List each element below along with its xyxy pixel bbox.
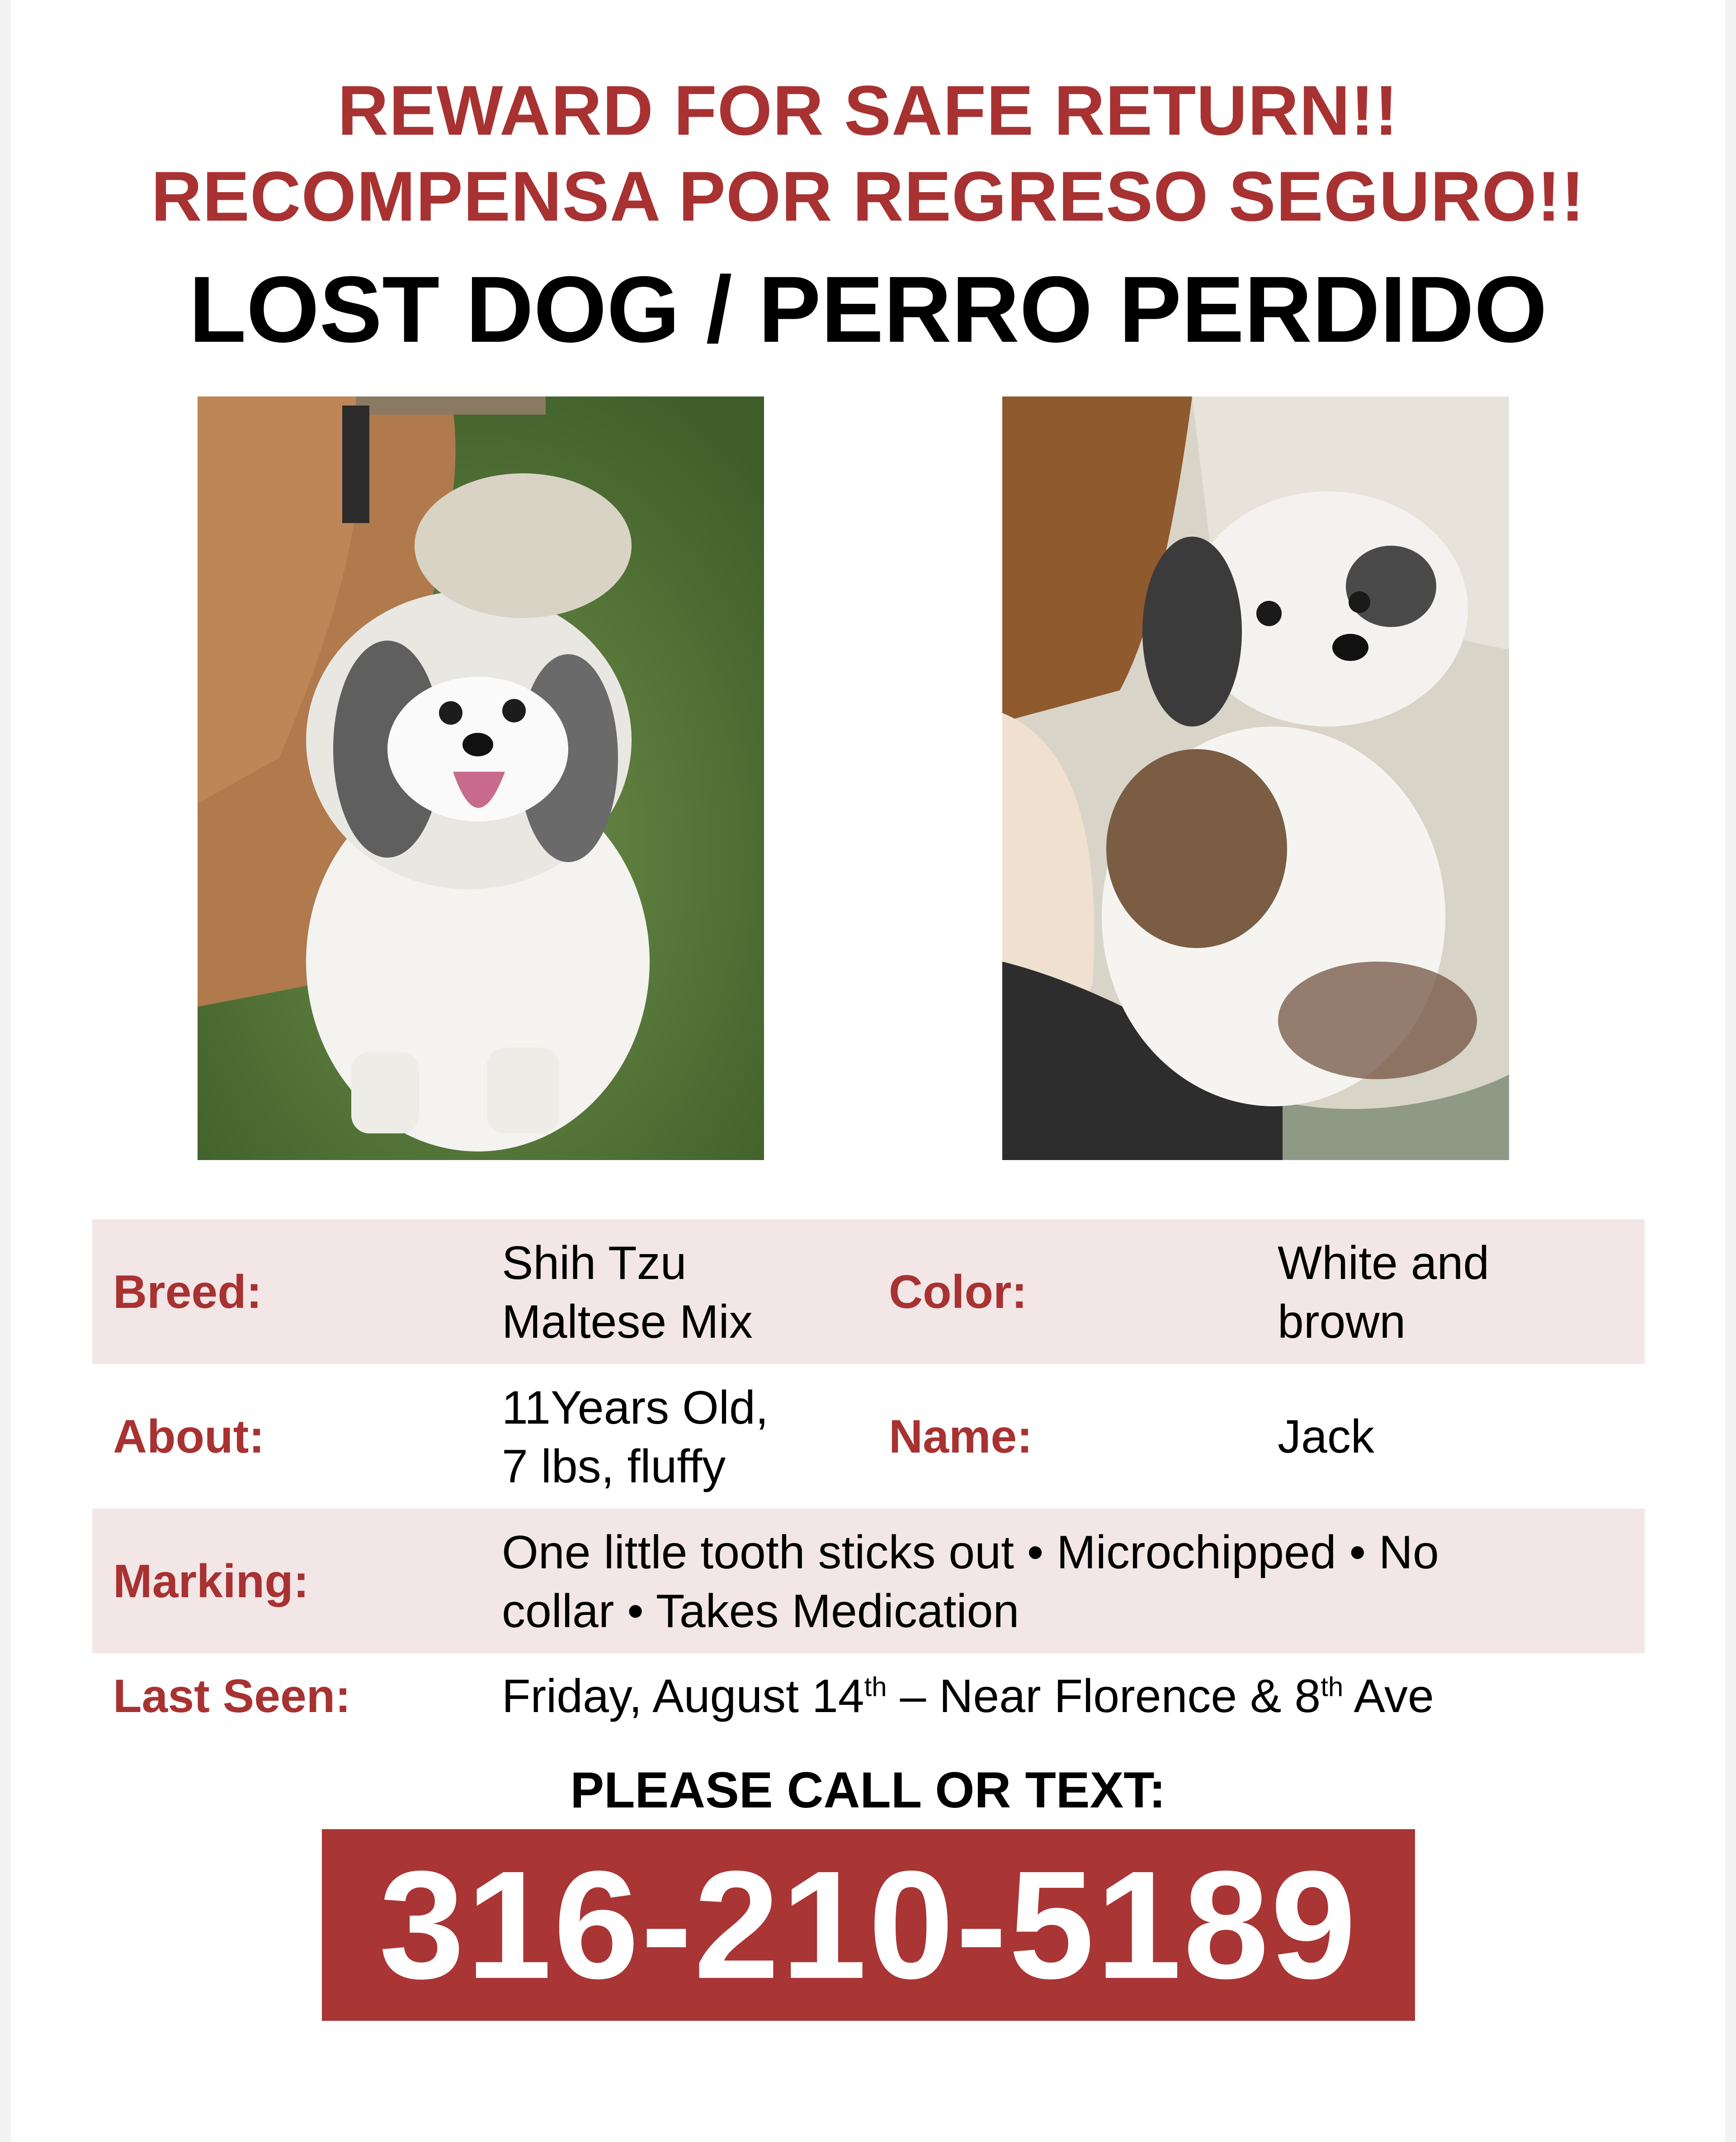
marking-value <box>502 1523 1439 1641</box>
last-seen-label: Last Seen: <box>113 1670 351 1722</box>
details-row-marking <box>92 1509 1645 1653</box>
reward-heading-spanish: RECOMPENSA POR REGRESO SEGURO!! <box>151 157 1585 236</box>
last-seen-location-end: Ave <box>1343 1670 1434 1722</box>
last-seen-value <box>502 1667 1434 1726</box>
breed-value-line1: Shih Tzu <box>502 1237 687 1289</box>
about-value <box>502 1378 769 1496</box>
phone-number[interactable]: 316-210-5189 <box>379 1839 1358 2011</box>
marking-value-line2: collar • Takes Medication <box>502 1585 1019 1637</box>
phone-box <box>322 1829 1415 2021</box>
details-row-about-name <box>92 1364 1645 1509</box>
dog-photo-couch <box>1002 396 1509 1160</box>
breed-value <box>502 1234 753 1351</box>
call-prompt: PLEASE CALL OR TEXT: <box>570 1762 1166 1818</box>
color-value-line2: brown <box>1278 1296 1406 1348</box>
details-row-breed-color <box>92 1219 1645 1364</box>
last-seen-location: – Near Florence & 8 <box>887 1670 1321 1722</box>
color-value-line1: White and <box>1278 1237 1490 1289</box>
details-row-last-seen <box>92 1653 1645 1744</box>
last-seen-street-suffix: th <box>1321 1671 1344 1702</box>
last-seen-date: Friday, August 14 <box>502 1670 864 1722</box>
reward-heading-english: REWARD FOR SAFE RETURN!! <box>337 71 1399 150</box>
name-value: Jack <box>1278 1411 1374 1463</box>
about-label: About: <box>113 1411 264 1463</box>
color-value <box>1278 1234 1489 1351</box>
about-value-line1: 11Years Old, <box>502 1382 769 1434</box>
breed-value-line2: Maltese Mix <box>502 1296 753 1348</box>
lost-dog-title: LOST DOG / PERRO PERDIDO <box>189 257 1547 362</box>
color-label: Color: <box>889 1266 1028 1318</box>
marking-value-line1: One little tooth sticks out • Microchipped • No <box>502 1526 1439 1579</box>
last-seen-date-suffix: th <box>864 1671 887 1702</box>
breed-label: Breed: <box>113 1266 262 1318</box>
about-value-line2: 7 lbs, fluffy <box>502 1440 726 1493</box>
name-label: Name: <box>889 1411 1033 1463</box>
dog-photo-grass <box>198 396 764 1160</box>
marking-label: Marking: <box>113 1555 309 1608</box>
